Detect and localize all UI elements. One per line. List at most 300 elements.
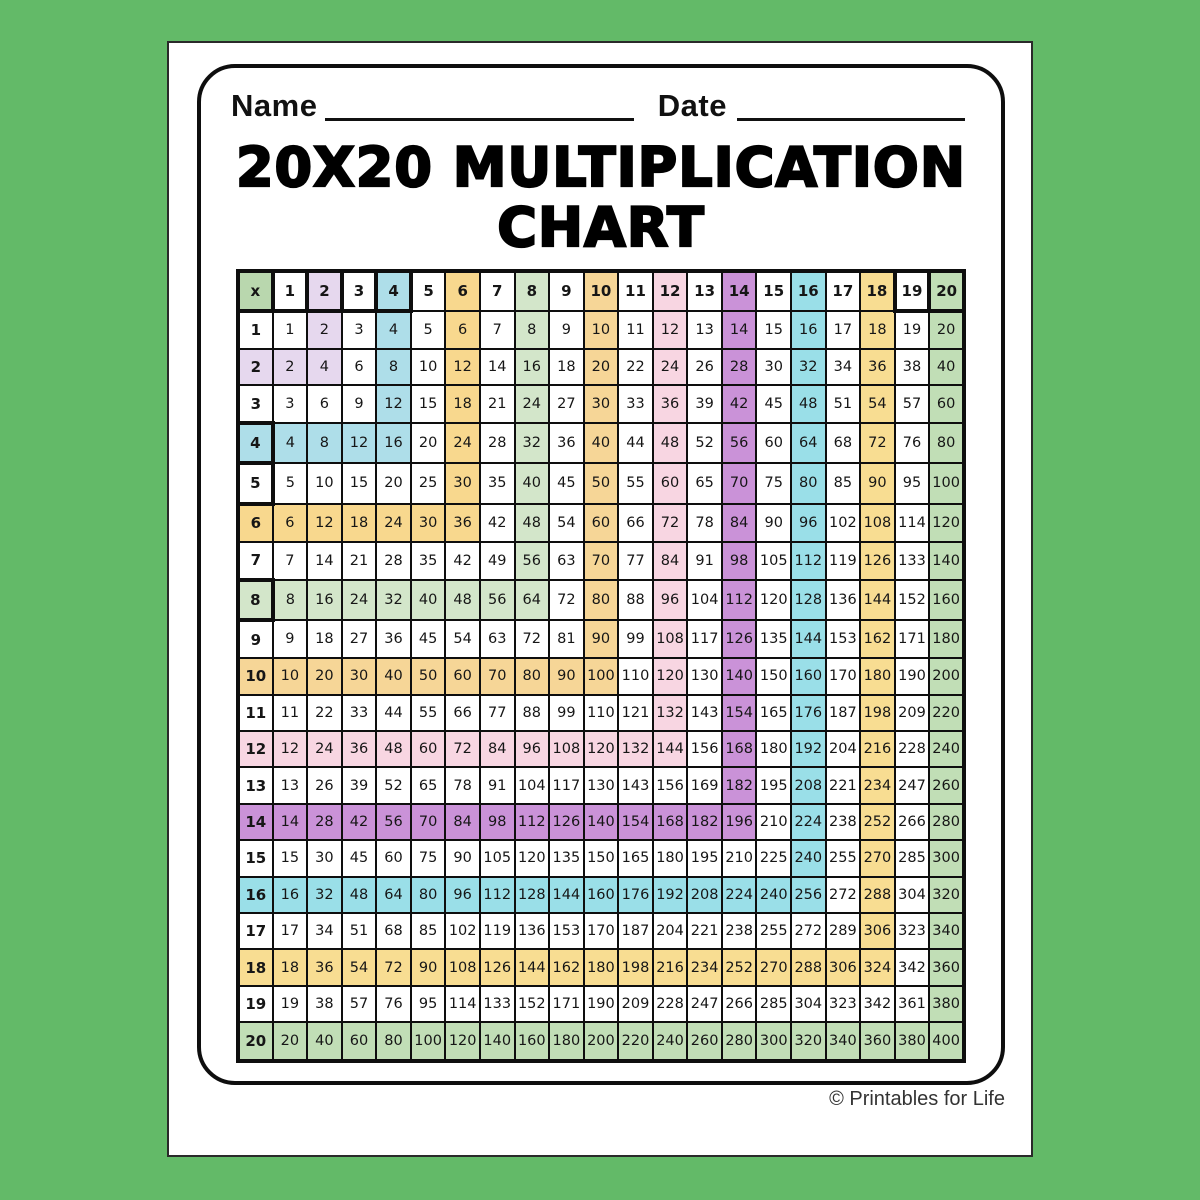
cell-17x3: 51 — [342, 913, 377, 949]
cell-19x18: 342 — [860, 986, 895, 1022]
cell-13x12: 156 — [653, 767, 688, 803]
cell-6x15: 90 — [756, 504, 791, 542]
cell-12x1: 12 — [273, 731, 308, 767]
cell-7x12: 84 — [653, 542, 688, 580]
cell-1x13: 13 — [687, 311, 722, 349]
cell-20x9: 180 — [549, 1022, 584, 1060]
cell-15x16: 240 — [791, 840, 826, 876]
cell-10x5: 50 — [411, 658, 446, 694]
cell-7x10: 70 — [584, 542, 619, 580]
cell-16x9: 144 — [549, 877, 584, 913]
cell-4x3: 12 — [342, 423, 377, 463]
cell-15x5: 75 — [411, 840, 446, 876]
cell-2x10: 20 — [584, 349, 619, 385]
cell-4x15: 60 — [756, 423, 791, 463]
cell-1x5: 5 — [411, 311, 446, 349]
cell-17x18: 306 — [860, 913, 895, 949]
cell-13x3: 39 — [342, 767, 377, 803]
cell-12x10: 120 — [584, 731, 619, 767]
row-header-12: 12 — [238, 731, 273, 767]
col-header-7: 7 — [480, 271, 515, 311]
cell-18x1: 18 — [273, 949, 308, 985]
cell-14x12: 168 — [653, 804, 688, 840]
cell-10x10: 100 — [584, 658, 619, 694]
cell-19x3: 57 — [342, 986, 377, 1022]
cell-8x7: 56 — [480, 580, 515, 620]
cell-5x17: 85 — [826, 463, 861, 503]
cell-5x20: 100 — [929, 463, 964, 503]
copyright-text: © Printables for Life — [829, 1088, 1005, 1110]
row-header-8: 8 — [238, 580, 273, 620]
cell-11x19: 209 — [895, 695, 930, 731]
cell-19x11: 209 — [618, 986, 653, 1022]
cell-6x2: 12 — [307, 504, 342, 542]
table-row-16 — [238, 877, 964, 913]
cell-4x1: 4 — [273, 423, 308, 463]
cell-16x14: 224 — [722, 877, 757, 913]
cell-2x12: 24 — [653, 349, 688, 385]
cell-7x1: 7 — [273, 542, 308, 580]
row-header-10: 10 — [238, 658, 273, 694]
cell-9x10: 90 — [584, 620, 619, 658]
date-underline — [737, 117, 965, 121]
cell-10x8: 80 — [515, 658, 550, 694]
cell-6x16: 96 — [791, 504, 826, 542]
cell-20x10: 200 — [584, 1022, 619, 1060]
cell-11x4: 44 — [376, 695, 411, 731]
cell-9x9: 81 — [549, 620, 584, 658]
cell-18x12: 216 — [653, 949, 688, 985]
table-row-8 — [238, 580, 964, 620]
cell-17x17: 289 — [826, 913, 861, 949]
cell-14x18: 252 — [860, 804, 895, 840]
cell-12x19: 228 — [895, 731, 930, 767]
cell-8x15: 120 — [756, 580, 791, 620]
cell-9x13: 117 — [687, 620, 722, 658]
row-header-3: 3 — [238, 385, 273, 423]
cell-13x15: 195 — [756, 767, 791, 803]
table-row-10 — [238, 658, 964, 694]
cell-13x2: 26 — [307, 767, 342, 803]
cell-20x12: 240 — [653, 1022, 688, 1060]
cell-7x19: 133 — [895, 542, 930, 580]
table-row-1 — [238, 311, 964, 349]
cell-3x12: 36 — [653, 385, 688, 423]
cell-9x4: 36 — [376, 620, 411, 658]
cell-15x13: 195 — [687, 840, 722, 876]
cell-15x6: 90 — [445, 840, 480, 876]
cell-12x5: 60 — [411, 731, 446, 767]
cell-19x2: 38 — [307, 986, 342, 1022]
col-header-14: 14 — [722, 271, 757, 311]
table-row-4 — [238, 423, 964, 463]
cell-1x14: 14 — [722, 311, 757, 349]
cell-20x4: 80 — [376, 1022, 411, 1060]
cell-5x5: 25 — [411, 463, 446, 503]
cell-11x13: 143 — [687, 695, 722, 731]
cell-7x8: 56 — [515, 542, 550, 580]
cell-4x2: 8 — [307, 423, 342, 463]
cell-8x3: 24 — [342, 580, 377, 620]
cell-16x7: 112 — [480, 877, 515, 913]
cell-9x19: 171 — [895, 620, 930, 658]
cell-4x6: 24 — [445, 423, 480, 463]
cell-1x10: 10 — [584, 311, 619, 349]
cell-20x20: 400 — [929, 1022, 964, 1060]
table-row-12 — [238, 731, 964, 767]
cell-19x19: 361 — [895, 986, 930, 1022]
cell-15x19: 285 — [895, 840, 930, 876]
cell-3x6: 18 — [445, 385, 480, 423]
cell-15x7: 105 — [480, 840, 515, 876]
cell-17x12: 204 — [653, 913, 688, 949]
cell-16x19: 304 — [895, 877, 930, 913]
cell-15x15: 225 — [756, 840, 791, 876]
cell-10x17: 170 — [826, 658, 861, 694]
cell-5x15: 75 — [756, 463, 791, 503]
cell-13x4: 52 — [376, 767, 411, 803]
cell-11x7: 77 — [480, 695, 515, 731]
cell-11x12: 132 — [653, 695, 688, 731]
cell-10x18: 180 — [860, 658, 895, 694]
cell-15x9: 135 — [549, 840, 584, 876]
cell-18x10: 180 — [584, 949, 619, 985]
cell-17x10: 170 — [584, 913, 619, 949]
cell-9x12: 108 — [653, 620, 688, 658]
cell-11x9: 99 — [549, 695, 584, 731]
cell-4x4: 16 — [376, 423, 411, 463]
cell-6x7: 42 — [480, 504, 515, 542]
cell-11x3: 33 — [342, 695, 377, 731]
col-header-1: 1 — [273, 271, 308, 311]
cell-6x18: 108 — [860, 504, 895, 542]
cell-1x11: 11 — [618, 311, 653, 349]
cell-6x10: 60 — [584, 504, 619, 542]
cell-3x7: 21 — [480, 385, 515, 423]
cell-6x9: 54 — [549, 504, 584, 542]
cell-16x13: 208 — [687, 877, 722, 913]
cell-11x2: 22 — [307, 695, 342, 731]
cell-13x13: 169 — [687, 767, 722, 803]
cell-6x3: 18 — [342, 504, 377, 542]
cell-6x8: 48 — [515, 504, 550, 542]
cell-2x7: 14 — [480, 349, 515, 385]
cell-19x5: 95 — [411, 986, 446, 1022]
cell-18x18: 324 — [860, 949, 895, 985]
cell-11x6: 66 — [445, 695, 480, 731]
cell-3x2: 6 — [307, 385, 342, 423]
cell-15x4: 60 — [376, 840, 411, 876]
cell-12x7: 84 — [480, 731, 515, 767]
cell-12x18: 216 — [860, 731, 895, 767]
cell-3x9: 27 — [549, 385, 584, 423]
cell-12x8: 96 — [515, 731, 550, 767]
cell-14x5: 70 — [411, 804, 446, 840]
cell-7x7: 49 — [480, 542, 515, 580]
cell-6x4: 24 — [376, 504, 411, 542]
cell-7x9: 63 — [549, 542, 584, 580]
cell-3x18: 54 — [860, 385, 895, 423]
cell-16x18: 288 — [860, 877, 895, 913]
table-row-9 — [238, 620, 964, 658]
col-header-6: 6 — [445, 271, 480, 311]
cell-5x11: 55 — [618, 463, 653, 503]
col-header-11: 11 — [618, 271, 653, 311]
date-label: Date — [657, 88, 727, 123]
cell-13x11: 143 — [618, 767, 653, 803]
table-row-11 — [238, 695, 964, 731]
cell-20x16: 320 — [791, 1022, 826, 1060]
cell-12x12: 144 — [653, 731, 688, 767]
cell-20x1: 20 — [273, 1022, 308, 1060]
cell-3x14: 42 — [722, 385, 757, 423]
cell-6x19: 114 — [895, 504, 930, 542]
cell-5x6: 30 — [445, 463, 480, 503]
cell-10x9: 90 — [549, 658, 584, 694]
cell-4x19: 76 — [895, 423, 930, 463]
cell-17x4: 68 — [376, 913, 411, 949]
cell-11x20: 220 — [929, 695, 964, 731]
cell-1x18: 18 — [860, 311, 895, 349]
cell-12x17: 204 — [826, 731, 861, 767]
multiplication-table — [236, 269, 966, 1063]
cell-20x18: 360 — [860, 1022, 895, 1060]
cell-15x11: 165 — [618, 840, 653, 876]
cell-14x10: 140 — [584, 804, 619, 840]
cell-8x14: 112 — [722, 580, 757, 620]
cell-14x7: 98 — [480, 804, 515, 840]
table-row-17 — [238, 913, 964, 949]
cell-9x7: 63 — [480, 620, 515, 658]
cell-9x1: 9 — [273, 620, 308, 658]
cell-2x1: 2 — [273, 349, 308, 385]
cell-16x20: 320 — [929, 877, 964, 913]
cell-14x20: 280 — [929, 804, 964, 840]
cell-11x1: 11 — [273, 695, 308, 731]
cell-2x16: 32 — [791, 349, 826, 385]
cell-10x13: 130 — [687, 658, 722, 694]
cell-14x11: 154 — [618, 804, 653, 840]
page-title: 20X20 MULTIPLICATION CHART — [235, 135, 967, 260]
cell-18x4: 72 — [376, 949, 411, 985]
cell-16x12: 192 — [653, 877, 688, 913]
cell-12x3: 36 — [342, 731, 377, 767]
cell-1x20: 20 — [929, 311, 964, 349]
col-header-10: 10 — [584, 271, 619, 311]
cell-8x19: 152 — [895, 580, 930, 620]
cell-11x18: 198 — [860, 695, 895, 731]
cell-8x5: 40 — [411, 580, 446, 620]
cell-19x14: 266 — [722, 986, 757, 1022]
worksheet-frame — [197, 64, 1005, 1085]
cell-19x13: 247 — [687, 986, 722, 1022]
name-underline — [325, 117, 633, 121]
col-header-8: 8 — [515, 271, 550, 311]
cell-13x18: 234 — [860, 767, 895, 803]
table-row-13 — [238, 767, 964, 803]
table-row-6 — [238, 504, 964, 542]
cell-6x11: 66 — [618, 504, 653, 542]
cell-5x4: 20 — [376, 463, 411, 503]
cell-7x2: 14 — [307, 542, 342, 580]
cell-18x15: 270 — [756, 949, 791, 985]
cell-1x1: 1 — [273, 311, 308, 349]
cell-8x20: 160 — [929, 580, 964, 620]
cell-16x1: 16 — [273, 877, 308, 913]
cell-20x15: 300 — [756, 1022, 791, 1060]
cell-8x13: 104 — [687, 580, 722, 620]
cell-10x11: 110 — [618, 658, 653, 694]
cell-5x18: 90 — [860, 463, 895, 503]
cell-1x8: 8 — [515, 311, 550, 349]
cell-5x9: 45 — [549, 463, 584, 503]
row-header-11: 11 — [238, 695, 273, 731]
cell-8x8: 64 — [515, 580, 550, 620]
cell-3x16: 48 — [791, 385, 826, 423]
row-header-4: 4 — [238, 423, 273, 463]
table-row-20 — [238, 1022, 964, 1060]
cell-1x2: 2 — [307, 311, 342, 349]
cell-4x17: 68 — [826, 423, 861, 463]
cell-16x8: 128 — [515, 877, 550, 913]
cell-7x5: 35 — [411, 542, 446, 580]
cell-19x7: 133 — [480, 986, 515, 1022]
row-header-6: 6 — [238, 504, 273, 542]
cell-14x8: 112 — [515, 804, 550, 840]
row-header-14: 14 — [238, 804, 273, 840]
cell-10x7: 70 — [480, 658, 515, 694]
cell-4x12: 48 — [653, 423, 688, 463]
cell-4x7: 28 — [480, 423, 515, 463]
cell-14x14: 196 — [722, 804, 757, 840]
cell-4x16: 64 — [791, 423, 826, 463]
cell-18x17: 306 — [826, 949, 861, 985]
cell-12x13: 156 — [687, 731, 722, 767]
cell-2x8: 16 — [515, 349, 550, 385]
name-label: Name — [231, 88, 318, 123]
cell-10x19: 190 — [895, 658, 930, 694]
row-header-20: 20 — [238, 1022, 273, 1060]
cell-1x3: 3 — [342, 311, 377, 349]
cell-12x20: 240 — [929, 731, 964, 767]
cell-5x7: 35 — [480, 463, 515, 503]
cell-17x8: 136 — [515, 913, 550, 949]
table-row-2 — [238, 349, 964, 385]
row-header-5: 5 — [238, 463, 273, 503]
row-header-17: 17 — [238, 913, 273, 949]
cell-8x2: 16 — [307, 580, 342, 620]
cell-13x16: 208 — [791, 767, 826, 803]
col-header-2: 2 — [307, 271, 342, 311]
cell-9x8: 72 — [515, 620, 550, 658]
cell-3x1: 3 — [273, 385, 308, 423]
row-header-19: 19 — [238, 986, 273, 1022]
cell-7x15: 105 — [756, 542, 791, 580]
cell-3x3: 9 — [342, 385, 377, 423]
cell-12x15: 180 — [756, 731, 791, 767]
cell-16x6: 96 — [445, 877, 480, 913]
cell-4x11: 44 — [618, 423, 653, 463]
table-row-19 — [238, 986, 964, 1022]
cell-1x15: 15 — [756, 311, 791, 349]
cell-18x20: 360 — [929, 949, 964, 985]
cell-13x9: 117 — [549, 767, 584, 803]
cell-1x9: 9 — [549, 311, 584, 349]
cell-18x9: 162 — [549, 949, 584, 985]
cell-11x17: 187 — [826, 695, 861, 731]
cell-4x13: 52 — [687, 423, 722, 463]
cell-16x4: 64 — [376, 877, 411, 913]
row-header-9: 9 — [238, 620, 273, 658]
cell-19x8: 152 — [515, 986, 550, 1022]
row-header-16: 16 — [238, 877, 273, 913]
cell-10x1: 10 — [273, 658, 308, 694]
cell-11x14: 154 — [722, 695, 757, 731]
cell-9x11: 99 — [618, 620, 653, 658]
cell-20x11: 220 — [618, 1022, 653, 1060]
row-header-13: 13 — [238, 767, 273, 803]
col-header-20: 20 — [929, 271, 964, 311]
row-header-1: 1 — [238, 311, 273, 349]
cell-10x6: 60 — [445, 658, 480, 694]
cell-3x15: 45 — [756, 385, 791, 423]
cell-20x2: 40 — [307, 1022, 342, 1060]
cell-20x7: 140 — [480, 1022, 515, 1060]
cell-16x16: 256 — [791, 877, 826, 913]
cell-11x8: 88 — [515, 695, 550, 731]
col-header-3: 3 — [342, 271, 377, 311]
table-row-7 — [238, 542, 964, 580]
cell-3x8: 24 — [515, 385, 550, 423]
cell-5x8: 40 — [515, 463, 550, 503]
cell-1x16: 16 — [791, 311, 826, 349]
name-date-row — [231, 88, 965, 124]
cell-11x16: 176 — [791, 695, 826, 731]
cell-5x2: 10 — [307, 463, 342, 503]
cell-11x10: 110 — [584, 695, 619, 731]
cell-20x14: 280 — [722, 1022, 757, 1060]
cell-16x11: 176 — [618, 877, 653, 913]
cell-1x12: 12 — [653, 311, 688, 349]
cell-5x14: 70 — [722, 463, 757, 503]
cell-11x5: 55 — [411, 695, 446, 731]
cell-5x19: 95 — [895, 463, 930, 503]
cell-19x6: 114 — [445, 986, 480, 1022]
cell-14x6: 84 — [445, 804, 480, 840]
cell-12x2: 24 — [307, 731, 342, 767]
col-header-18: 18 — [860, 271, 895, 311]
cell-15x10: 150 — [584, 840, 619, 876]
col-header-9: 9 — [549, 271, 584, 311]
cell-17x20: 340 — [929, 913, 964, 949]
cell-8x10: 80 — [584, 580, 619, 620]
cell-10x20: 200 — [929, 658, 964, 694]
cell-19x10: 190 — [584, 986, 619, 1022]
cell-12x11: 132 — [618, 731, 653, 767]
col-header-4: 4 — [376, 271, 411, 311]
cell-15x14: 210 — [722, 840, 757, 876]
cell-15x20: 300 — [929, 840, 964, 876]
cell-15x17: 255 — [826, 840, 861, 876]
cell-7x3: 21 — [342, 542, 377, 580]
cell-13x8: 104 — [515, 767, 550, 803]
cell-14x15: 210 — [756, 804, 791, 840]
cell-6x17: 102 — [826, 504, 861, 542]
cell-6x5: 30 — [411, 504, 446, 542]
cell-2x18: 36 — [860, 349, 895, 385]
cell-13x6: 78 — [445, 767, 480, 803]
cell-1x7: 7 — [480, 311, 515, 349]
